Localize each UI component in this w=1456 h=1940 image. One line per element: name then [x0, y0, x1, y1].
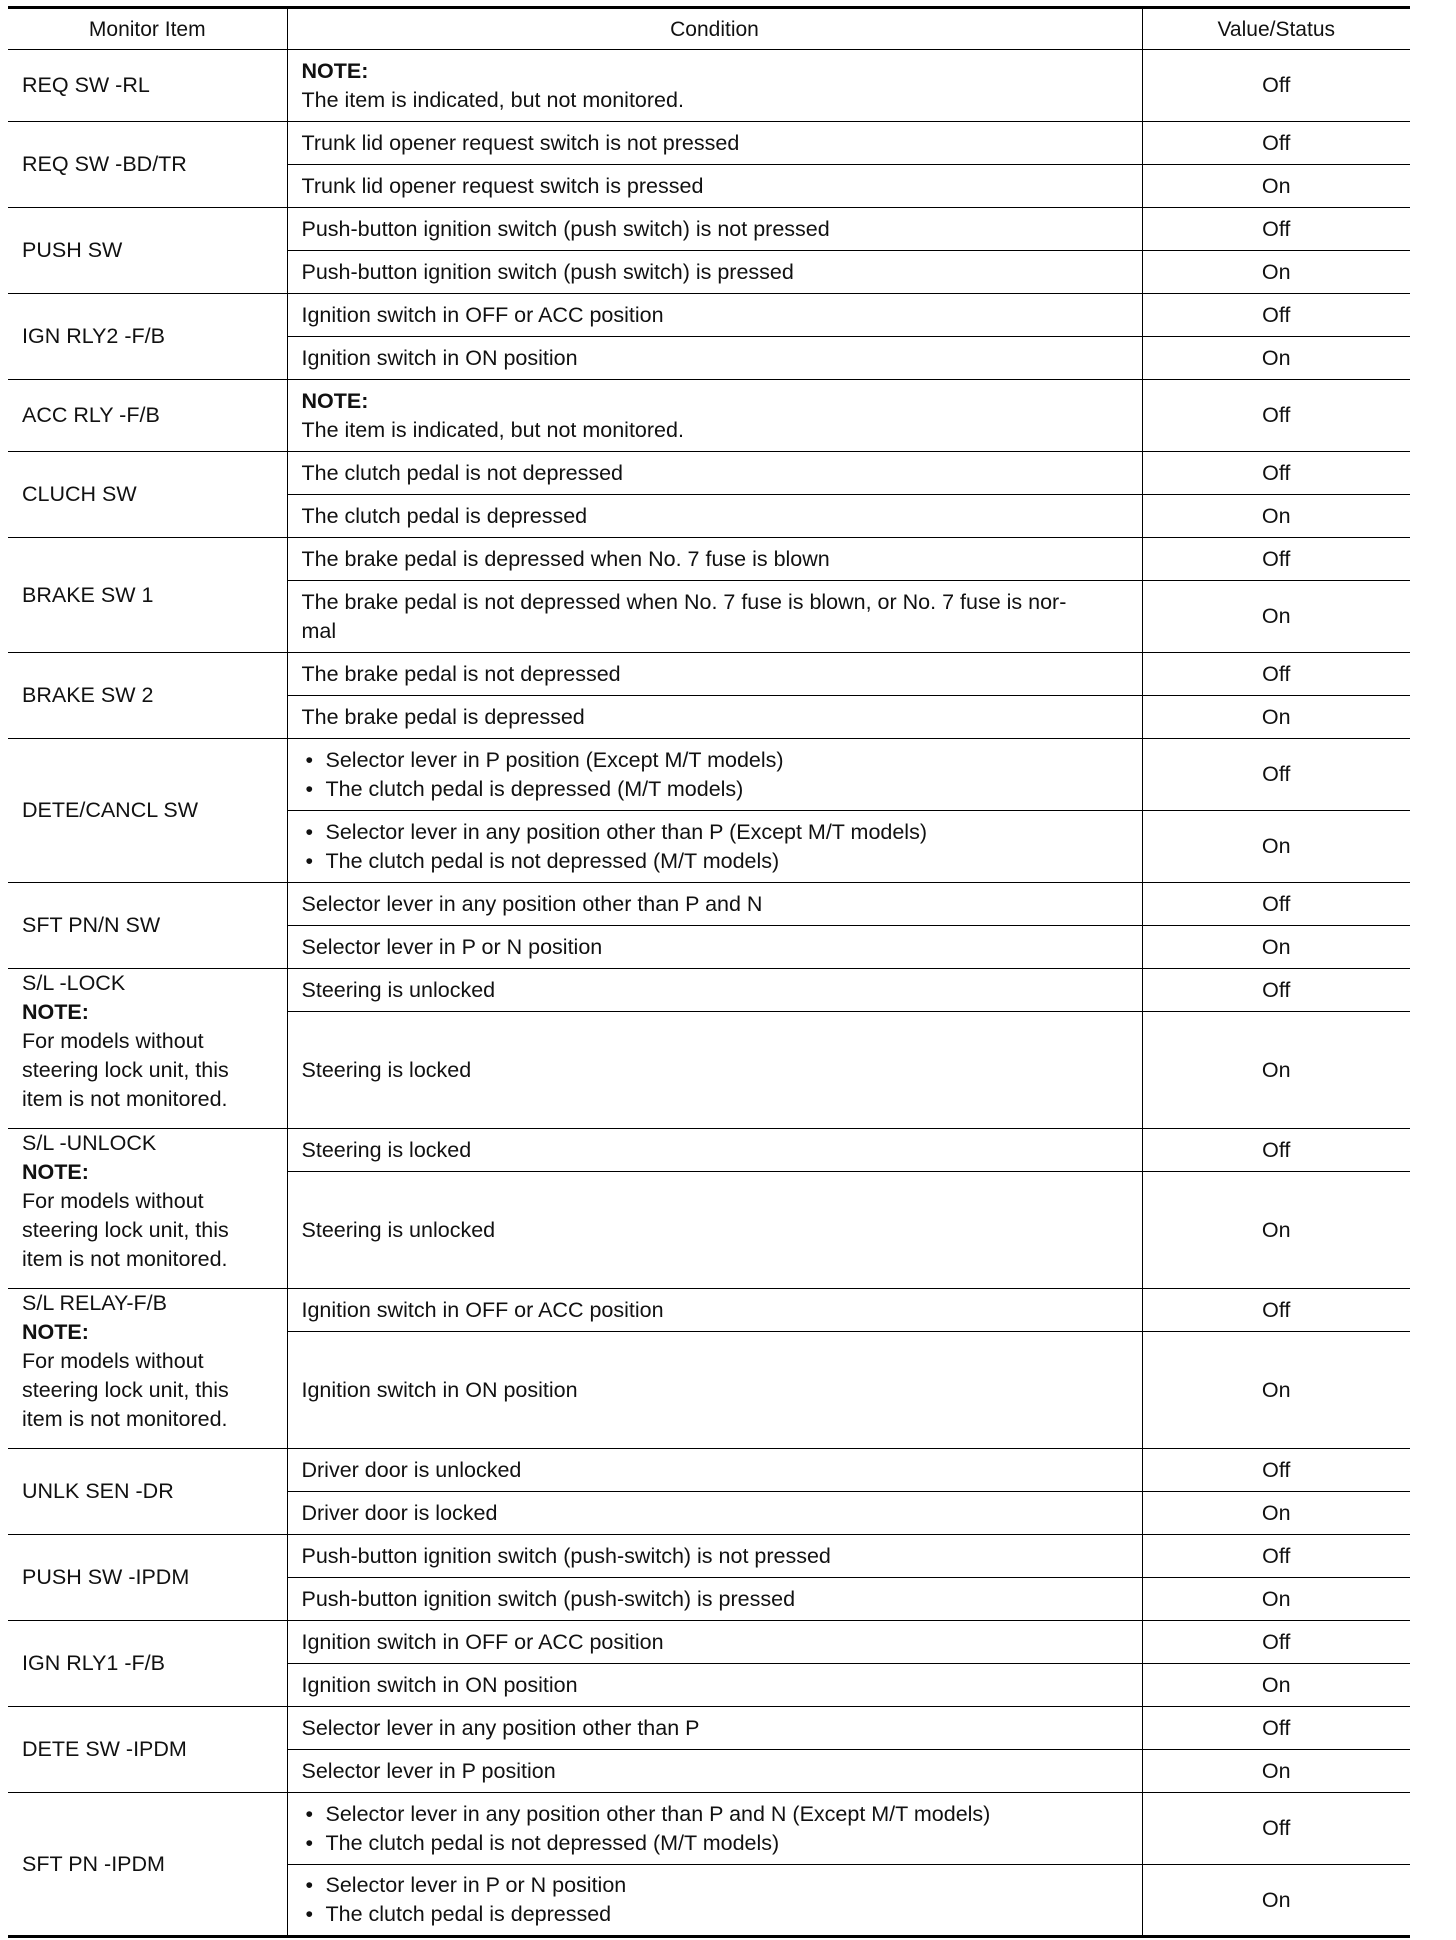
condition-cell: [287, 696, 1142, 739]
note-label: NOTE:: [22, 1000, 89, 1024]
table-row: [8, 50, 1410, 122]
table-row: [8, 1535, 1410, 1578]
value-status-cell: On: [1142, 337, 1410, 380]
condition-cell: [287, 1750, 1142, 1793]
table-row: [8, 380, 1410, 452]
condition-cell: [287, 653, 1142, 696]
value-status-cell: Off: [1142, 380, 1410, 452]
condition-text: The item is indicated, but not monitored.: [301, 87, 684, 112]
monitor-item-cell: [8, 1621, 287, 1707]
monitor-item-name: UNLK SEN -DR: [22, 1479, 174, 1503]
condition-cell: [287, 811, 1142, 883]
condition-text: Trunk lid opener request switch is pressed: [301, 173, 704, 198]
table-row: [8, 538, 1410, 581]
condition-bullet: • The clutch pedal is depressed: [302, 1900, 1128, 1929]
value-status-cell: On: [1142, 811, 1410, 883]
condition-cell: [287, 581, 1142, 653]
condition-cell: [287, 294, 1142, 337]
table-row: [8, 653, 1410, 696]
monitor-item-cell: [8, 294, 287, 380]
monitor-item-name: DETE/CANCL SW: [22, 798, 198, 822]
monitor-item-cell: [8, 452, 287, 538]
monitor-item-cell: [8, 208, 287, 294]
value-status-cell: Off: [1142, 1289, 1410, 1332]
monitor-item-cell: [8, 1793, 287, 1937]
condition-cell: [287, 1172, 1142, 1289]
value-status-cell: Off: [1142, 1707, 1410, 1750]
monitor-item-cell: [8, 1289, 287, 1449]
condition-cell: [287, 926, 1142, 969]
condition-cell: [287, 208, 1142, 251]
condition-text: Steering is locked: [301, 1137, 472, 1162]
condition-text: Push-button ignition switch (push switch) is not pressed: [301, 216, 830, 241]
condition-cell: [287, 122, 1142, 165]
monitor-item-name: PUSH SW: [22, 238, 123, 262]
table-row: [8, 122, 1410, 165]
condition-text: Steering is unlocked: [301, 977, 496, 1002]
condition-text: Steering is unlocked: [301, 1217, 496, 1242]
condition-cell: [287, 452, 1142, 495]
monitor-item-name: BRAKE SW 1: [22, 582, 154, 607]
note-label: NOTE:: [301, 58, 369, 83]
monitor-item-cell: [8, 1535, 287, 1621]
value-status-cell: Off: [1142, 1535, 1410, 1578]
condition-text: Ignition switch in ON position: [301, 1672, 578, 1697]
monitor-item-name: BRAKE SW 2: [22, 683, 154, 707]
note-label: NOTE:: [22, 1160, 89, 1184]
condition-cell: [287, 1129, 1142, 1172]
value-status-cell: Off: [1142, 1793, 1410, 1865]
condition-text: Ignition switch in ON position: [301, 1377, 578, 1402]
condition-cell: [287, 1289, 1142, 1332]
monitor-item-name: S/L RELAY-F/B: [22, 1291, 167, 1315]
condition-cell: [287, 1535, 1142, 1578]
condition-cell: [287, 165, 1142, 208]
condition-bullet: • Selector lever in P position (Except M/T models): [302, 746, 1128, 775]
value-status-cell: Off: [1142, 50, 1410, 122]
monitor-item-table: [8, 6, 1410, 1938]
value-status-cell: On: [1142, 1012, 1410, 1129]
monitor-item-cell: [8, 883, 287, 969]
monitor-item-name: IGN RLY1 -F/B: [22, 1651, 165, 1675]
header-condition: Condition: [287, 8, 1142, 50]
condition-bullet: • Selector lever in any position other than P (Except M/T models): [302, 818, 1128, 847]
note-text: For models without steering lock unit, this item is not monitored.: [22, 1189, 229, 1271]
condition-bullet: • Selector lever in P or N position: [302, 1871, 1128, 1900]
monitor-item-cell: [8, 538, 287, 653]
condition-bullet: • Selector lever in any position other than P and N (Except M/T models): [302, 1800, 1128, 1829]
condition-cell: [287, 251, 1142, 294]
value-status-cell: On: [1142, 1172, 1410, 1289]
condition-cell: [287, 1449, 1142, 1492]
value-status-cell: On: [1142, 1578, 1410, 1621]
condition-cell: [287, 883, 1142, 926]
condition-cell: [287, 1865, 1142, 1937]
value-status-cell: Off: [1142, 122, 1410, 165]
note-text: For models without steering lock unit, this item is not monitored.: [22, 1029, 229, 1111]
condition-cell: [287, 1012, 1142, 1129]
condition-cell: [287, 1664, 1142, 1707]
value-status-cell: Off: [1142, 1449, 1410, 1492]
condition-text: Ignition switch in ON position: [301, 345, 578, 370]
condition-text: Steering is locked: [301, 1057, 472, 1082]
condition-cell: [287, 969, 1142, 1012]
condition-cell: [287, 1578, 1142, 1621]
condition-text: Selector lever in any position other than P: [301, 1715, 700, 1740]
value-status-cell: Off: [1142, 1129, 1410, 1172]
value-status-cell: Off: [1142, 1621, 1410, 1664]
condition-text: Push-button ignition switch (push-switch) is pressed: [301, 1586, 796, 1611]
value-status-cell: Off: [1142, 452, 1410, 495]
header-monitor-item: Monitor Item: [8, 8, 287, 50]
header-value-status: Value/Status: [1142, 8, 1410, 50]
condition-text: The brake pedal is not depressed: [301, 661, 621, 686]
monitor-item-name: S/L -LOCK: [22, 971, 126, 995]
note-text: For models without steering lock unit, this item is not monitored.: [22, 1349, 229, 1431]
condition-text: Push-button ignition switch (push switch) is pressed: [301, 259, 794, 284]
condition-text: Driver door is locked: [301, 1500, 498, 1525]
table-row: [8, 1707, 1410, 1750]
monitor-item-name: S/L -UNLOCK: [22, 1131, 157, 1155]
condition-text: The item is indicated, but not monitored.: [301, 417, 684, 442]
monitor-item-cell: [8, 653, 287, 739]
value-status-cell: On: [1142, 251, 1410, 294]
value-status-cell: Off: [1142, 208, 1410, 251]
monitor-item-cell: [8, 122, 287, 208]
value-status-cell: Off: [1142, 739, 1410, 811]
condition-text: Selector lever in any position other than P and N: [301, 891, 763, 916]
table-row: [8, 1129, 1410, 1172]
value-status-cell: Off: [1142, 969, 1410, 1012]
table-row: [8, 969, 1410, 1012]
note-label: NOTE:: [301, 388, 369, 413]
value-status-cell: Off: [1142, 538, 1410, 581]
value-status-cell: Off: [1142, 653, 1410, 696]
condition-cell: [287, 380, 1142, 452]
monitor-item-name: REQ SW -BD/TR: [22, 152, 187, 176]
condition-bullet-list: [302, 1871, 1128, 1929]
monitor-item-name: DETE SW -IPDM: [22, 1737, 187, 1761]
value-status-cell: On: [1142, 696, 1410, 739]
monitor-item-name: PUSH SW -IPDM: [22, 1565, 190, 1589]
value-status-cell: On: [1142, 1865, 1410, 1937]
condition-cell: [287, 50, 1142, 122]
condition-text: Ignition switch in OFF or ACC position: [301, 302, 664, 327]
table-row: [8, 452, 1410, 495]
value-status-cell: On: [1142, 1664, 1410, 1707]
table-row: [8, 1289, 1410, 1332]
value-status-cell: On: [1142, 581, 1410, 653]
value-status-cell: On: [1142, 1750, 1410, 1793]
condition-cell: [287, 1707, 1142, 1750]
condition-bullet: • The clutch pedal is not depressed (M/T models): [302, 1829, 1128, 1858]
table-body: [8, 50, 1410, 1937]
table-row: [8, 208, 1410, 251]
value-status-cell: Off: [1142, 883, 1410, 926]
table-row: [8, 1621, 1410, 1664]
monitor-item-cell: [8, 50, 287, 122]
condition-text: Driver door is unlocked: [301, 1457, 522, 1482]
value-status-cell: On: [1142, 1332, 1410, 1449]
monitor-item-name: ACC RLY -F/B: [22, 403, 160, 427]
value-status-cell: Off: [1142, 294, 1410, 337]
monitor-item-cell: [8, 1129, 287, 1289]
monitor-item-name: CLUCH SW: [22, 482, 137, 506]
value-status-cell: On: [1142, 495, 1410, 538]
value-status-cell: On: [1142, 926, 1410, 969]
condition-bullet: • The clutch pedal is not depressed (M/T models): [302, 847, 1128, 876]
condition-text: The clutch pedal is depressed: [301, 503, 588, 528]
condition-text: Push-button ignition switch (push-switch) is not pressed: [301, 1543, 831, 1568]
condition-cell: [287, 337, 1142, 380]
condition-cell: [287, 739, 1142, 811]
condition-text: Ignition switch in OFF or ACC position: [301, 1297, 664, 1322]
value-status-cell: On: [1142, 1492, 1410, 1535]
condition-cell: [287, 1621, 1142, 1664]
table-row: [8, 739, 1410, 811]
condition-bullet-list: [302, 746, 1128, 804]
monitor-item-name: SFT PN/N SW: [22, 913, 161, 937]
header-row: [8, 8, 1410, 50]
table-row: [8, 1449, 1410, 1492]
condition-cell: [287, 1492, 1142, 1535]
table-row: [8, 1793, 1410, 1865]
monitor-item-name: SFT PN -IPDM: [22, 1851, 165, 1876]
monitor-table-container: [8, 6, 1410, 1938]
table-row: [8, 883, 1410, 926]
condition-text: Selector lever in P or N position: [301, 934, 603, 959]
condition-text: Selector lever in P position: [301, 1758, 556, 1783]
condition-text: The brake pedal is not depressed when No. 7 fuse is blown, or No. 7 fuse is nor-: [301, 589, 1067, 614]
condition-cell: [287, 495, 1142, 538]
table-row: [8, 294, 1410, 337]
condition-text: The clutch pedal is not depressed: [301, 460, 624, 485]
condition-bullet-list: [302, 1800, 1128, 1858]
condition-cell: [287, 1793, 1142, 1865]
condition-text: The brake pedal is depressed when No. 7 fuse is blown: [301, 546, 830, 571]
condition-text: The brake pedal is depressed: [301, 704, 585, 729]
condition-bullet: • The clutch pedal is depressed (M/T models): [302, 775, 1128, 804]
condition-cell: [287, 538, 1142, 581]
monitor-item-cell: [8, 1707, 287, 1793]
note-label: NOTE:: [22, 1320, 89, 1344]
condition-text-continued: mal: [301, 618, 337, 643]
monitor-item-cell: [8, 380, 287, 452]
monitor-item-name: REQ SW -RL: [22, 73, 150, 97]
value-status-cell: On: [1142, 165, 1410, 208]
monitor-item-name: IGN RLY2 -F/B: [22, 324, 165, 348]
monitor-item-cell: [8, 739, 287, 883]
condition-bullet-list: [302, 818, 1128, 876]
condition-text: Trunk lid opener request switch is not pressed: [301, 130, 740, 155]
monitor-item-cell: [8, 969, 287, 1129]
condition-text: Ignition switch in OFF or ACC position: [301, 1629, 664, 1654]
condition-cell: [287, 1332, 1142, 1449]
monitor-item-cell: [8, 1449, 287, 1535]
